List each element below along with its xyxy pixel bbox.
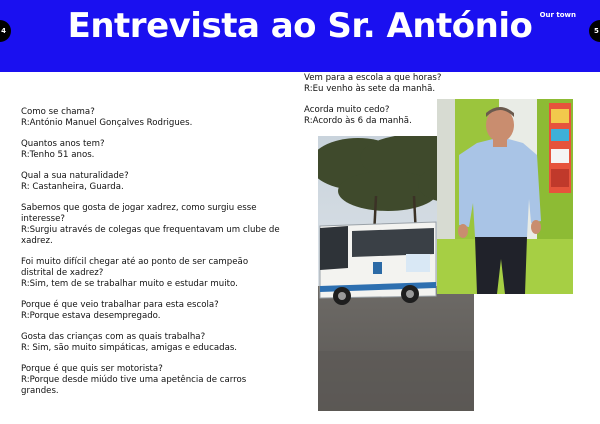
question: Acorda muito cedo?	[304, 105, 390, 115]
qa-item	[21, 257, 281, 290]
answer: R:Porque estava desempregado.	[21, 311, 161, 321]
question: Foi muito difícil chegar até ao ponto de ser campeão distrital de xadrez?	[21, 257, 249, 278]
answer: R: Castanheira, Guarda.	[21, 182, 124, 192]
wall-posters	[549, 103, 571, 193]
qa-item	[21, 203, 281, 247]
qa-item	[21, 364, 281, 397]
page-number-left: 4	[0, 20, 11, 42]
interview-column-left	[21, 107, 281, 407]
question: Gosta das crianças com as quais trabalha?	[21, 332, 206, 342]
bus	[320, 222, 436, 305]
interview-column-right	[304, 73, 449, 137]
question: Quantos anos tem?	[21, 139, 105, 149]
question: Sabemos que gosta de jogar xadrez, como surgiu esse interesse?	[21, 203, 257, 224]
header-banner	[0, 0, 600, 72]
answer: R:Eu venho às sete da manhã.	[304, 84, 436, 94]
qa-item	[304, 105, 449, 127]
answer: R:António Manuel Gonçalves Rodrigues.	[21, 118, 193, 128]
question: Porque é que quis ser motorista?	[21, 364, 163, 374]
qa-item	[21, 107, 281, 129]
qa-item	[21, 332, 281, 354]
qa-item	[21, 300, 281, 322]
answer: R:Porque desde miúdo tive uma apetência de carros grandes.	[21, 375, 247, 396]
question: Vem para a escola a que horas?	[304, 73, 442, 83]
section-label: Our town	[539, 11, 576, 19]
answer: R:Sim, tem de se trabalhar muito e estudar muito.	[21, 279, 238, 289]
qa-item	[304, 73, 449, 95]
portrait-photo	[437, 99, 573, 294]
question: Porque é que veio trabalhar para esta escola?	[21, 300, 219, 310]
question: Qual a sua naturalidade?	[21, 171, 129, 181]
page-title: Entrevista ao Sr. António	[67, 6, 533, 46]
qa-item	[21, 171, 281, 193]
answer: R: Sim, são muito simpáticas, amigas e educadas.	[21, 343, 238, 353]
page-number-right: 5	[589, 20, 600, 42]
answer: R:Tenho 51 anos.	[21, 150, 95, 160]
qa-item	[21, 139, 281, 161]
answer: R:Acordo às 6 da manhã.	[304, 116, 412, 126]
question: Como se chama?	[21, 107, 95, 117]
answer: R:Surgiu através de colegas que frequentavam um clube de xadrez.	[21, 225, 280, 246]
